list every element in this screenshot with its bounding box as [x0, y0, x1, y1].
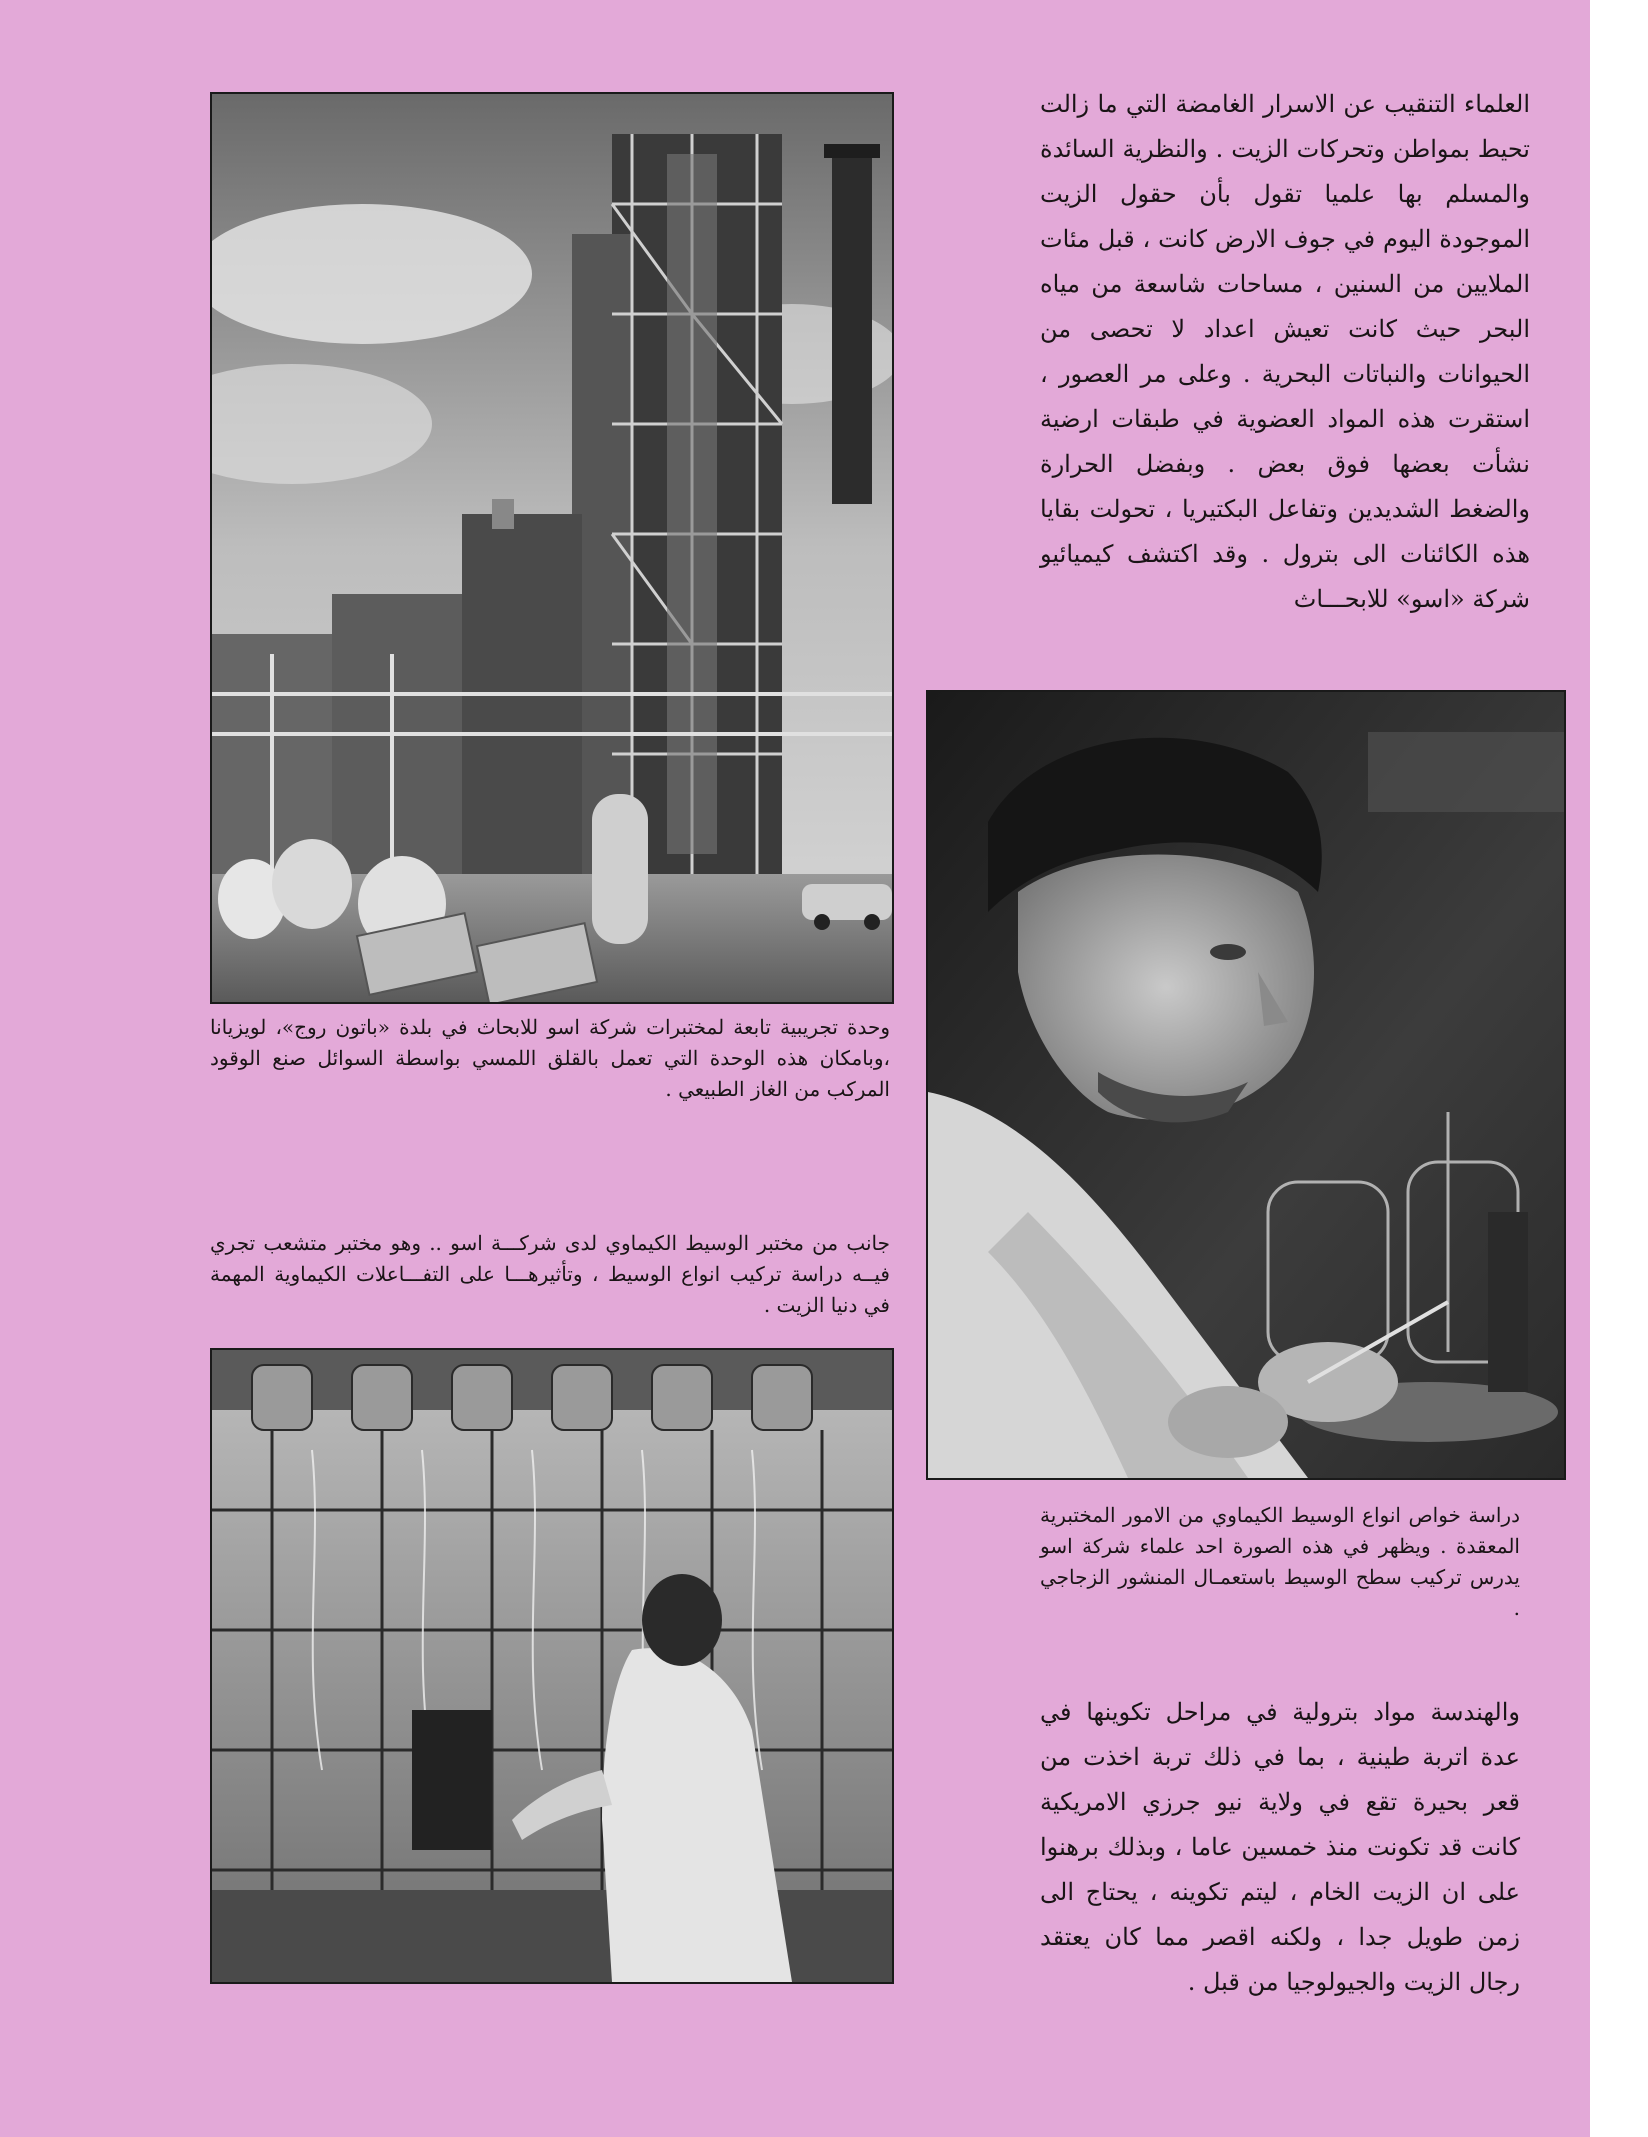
caption-refinery	[210, 1012, 890, 1105]
lab-photo	[210, 1348, 894, 1984]
caption-scientist-text: دراسة خواص انواع الوسيط الكيماوي من الامور المختبرية المعقدة . ويظهر في هذه الصورة احد علماء شركة اسو يدرس تركيب سطح الوسيط باستعمـال المنشور الزجاجي .	[1040, 1503, 1520, 1620]
body-text-top	[1040, 82, 1530, 622]
body-text-bottom	[1040, 1690, 1520, 2005]
caption-scientist	[1040, 1500, 1520, 1624]
caption-lab-text: جانب من مختبر الوسيط الكيماوي لدى شركـــة اسو .. وهو مختبر متشعب تجري فيــه دراسة تركيب انواع الوسيط ، وتأثيرهـــا على التفـــاعلات الكيماوية المهمة في دنيا الزيت .	[210, 1231, 890, 1317]
caption-refinery-text: وحدة تجريبية تابعة لمختبرات شركة اسو للابحاث في بلدة «باتون روج»، لويزيانا ،وبامكان هذه الوحدة التي تعمل بالقلق اللمسي بواسطة السوائل صنع الوقود المركب من الغاز الطبيعي .	[210, 1015, 890, 1101]
body-paragraph-bottom: والهندسة مواد بترولية في مراحل تكوينها في عدة اتربة طينية ، بما في ذلك تربة اخذت من قعر بحيرة تقع في ولاية نيو جرزي الامريكية كانت قد تكونت منذ خمسين عاما ، وبذلك برهنوا على ان الزيت الخام ، ليتم تكوينه ، يحتاج الى زمن طويل جدا ، ولكنه اقصر مما كان يعتقد رجال الزيت والجيولوجيا من قبل .	[1040, 1698, 1520, 1996]
refinery-photo	[210, 92, 894, 1004]
scientist-photo	[926, 690, 1566, 1480]
caption-lab	[210, 1228, 890, 1321]
page-margin	[1590, 0, 1648, 2137]
body-paragraph-top: العلماء التنقيب عن الاسرار الغامضة التي ما زالت تحيط بمواطن وتحركات الزيت . والنظرية السائدة والمسلم بها علميا تقول بأن حقول الزيت الموجودة اليوم في جوف الارض كانت ، قبل مئات الملايين من السنين ، مساحات شاسعة من مياه البحر حيث كانت تعيش اعداد لا تحصى من الحيوانات والنباتات البحرية . وعلى مر العصور ، استقرت هذه المواد العضوية في طبقات ارضية نشأت بعضها فوق بعض . وبفضل الحرارة والضغط الشديدين وتفاعل البكتيريا ، تحولت بقايا هذه الكائنات الى بترول . وقد اكتشف كيميائيو شركة «اسو» للابحـــاث	[1040, 90, 1530, 613]
